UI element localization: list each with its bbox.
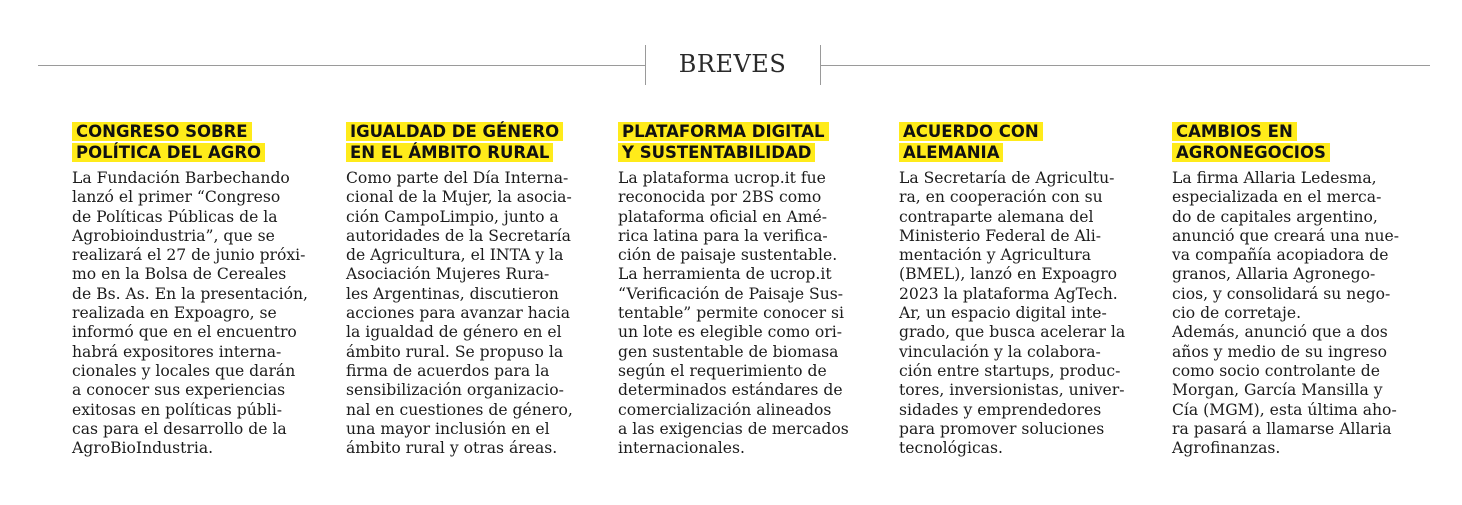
body-line: sensibilización organizacio- [346,381,564,400]
body-line: tentable” permite conocer si [618,304,845,323]
body-line: AgroBioIndustria. [72,439,214,458]
body-line: de Bs. As. En la presentación, [72,284,308,303]
brief-body [618,169,890,458]
body-line: autoridades de la Secretaría [346,226,571,245]
body-line: realizará el 27 de junio próxi- [72,246,306,265]
headline-highlight [618,122,829,162]
body-line: un lote es elegible como ori- [618,323,842,342]
body-line: Cía (MGM), esta última aho- [1172,400,1397,419]
headline-line: ACUERDO CON [903,122,1039,141]
body-line: Agrobioindustria”, que se [72,226,275,245]
body-line: de Políticas Públicas de la [72,207,278,226]
body-line: Como parte del Día Interna- [346,169,569,187]
news-brief-1 [72,122,344,458]
body-line: una mayor inclusión en el [346,419,550,438]
headline-line: AGRONEGOCIOS [1176,142,1326,162]
body-line: exitosas en políticas públi- [72,400,282,419]
brief-headline [1172,122,1444,163]
body-line: tores, inversionistas, univer- [899,381,1125,400]
body-line: según el requerimiento de [618,361,827,380]
body-line: Asociación Mujeres Rura- [346,265,550,284]
section-header [0,0,1462,100]
body-line: vinculación y la colabora- [899,342,1101,361]
brief-headline [72,122,344,163]
body-line: a las exigencias de mercados [618,419,849,438]
headline-line: EN EL ÁMBITO RURAL [350,142,550,162]
body-line: contraparte alemana del [899,207,1094,226]
body-line: sidades y emprendedores [899,400,1102,419]
section-title: BREVES [678,50,787,78]
body-line: como socio controlante de [1172,361,1380,380]
body-line: plataforma oficial en Amé- [618,207,828,226]
body-line: ción CampoLimpio, junto a [346,207,559,226]
header-rule-left [38,65,645,66]
headline-line: ALEMANIA [903,142,1000,162]
body-line: La plataforma ucrop.it fue [618,169,826,187]
body-line: “Verificación de Paisaje Sus- [618,284,844,303]
brief-body [899,169,1171,458]
headline-line: IGUALDAD DE GÉNERO [350,122,560,141]
body-line: cio de corretaje. [1172,304,1302,323]
body-line: mo en la Bolsa de Cereales [72,265,287,284]
body-line: tecnológicas. [899,439,1003,458]
body-line: realizada en Expoagro, se [72,304,277,323]
body-line: ámbito rural. Se propuso la [346,342,564,361]
headline-line: CAMBIOS EN [1176,122,1293,141]
body-line: La Secretaría de Agricultu- [899,169,1115,187]
header-rule-right [820,65,1430,66]
body-line: especializada en el merca- [1172,188,1382,207]
body-line: (BMEL), lanzó en Expoagro [899,265,1118,284]
brief-headline [346,122,618,163]
brief-body [72,169,344,458]
body-line: a conocer sus experiencias [72,381,286,400]
headline-line: PLATAFORMA DIGITAL [622,122,825,141]
body-line: rica latina para la verifica- [618,226,828,245]
body-line: ra, en cooperación con su [899,188,1103,207]
body-line: 2023 la plataforma AgTech. [899,284,1118,303]
body-line: acciones para avanzar hacia [346,304,571,323]
brief-headline [618,122,890,163]
body-line: ción de paisaje sustentable. [618,246,838,265]
body-line: habrá expositores interna- [72,342,282,361]
body-line: La firma Allaria Ledesma, [1172,169,1377,187]
body-line: cional de la Mujer, la asocia- [346,188,572,207]
headline-highlight [899,122,1043,162]
body-line: mentación y Agricultura [899,246,1092,265]
body-line: Ministerio Federal de Ali- [899,226,1102,245]
body-line: para promover soluciones [899,419,1105,438]
body-line: firma de acuerdos para la [346,361,550,380]
body-line: comercialización alineados [618,400,832,419]
body-line: La Fundación Barbechando [72,169,290,187]
body-line: ámbito rural y otras áreas. [346,439,558,458]
body-line: cionales y locales que darán [72,361,296,380]
brief-body [346,169,618,458]
body-line: Además, anunció que a dos [1172,323,1388,342]
body-line: años y medio de su ingreso [1172,342,1388,361]
body-line: internacionales. [618,439,745,458]
body-line: lanzó el primer “Congreso [72,188,281,207]
body-line: ción entre startups, produc- [899,361,1121,380]
body-line: Morgan, García Mansilla y [1172,381,1383,400]
brief-body [1172,169,1444,458]
headline-highlight [346,122,563,162]
headline-highlight [1172,122,1330,162]
body-line: la igualdad de género en el [346,323,562,342]
body-line: va compañía acopiadora de [1172,246,1389,265]
body-line: ra pasará a llamarse Allaria [1172,419,1392,438]
body-line: determinados estándares de [618,381,843,400]
body-line: granos, Allaria Agronego- [1172,265,1376,284]
body-line: Ar, un espacio digital inte- [899,304,1107,323]
headline-line: POLÍTICA DEL AGRO [76,142,262,162]
body-line: grado, que busca acelerar la [899,323,1126,342]
headline-line: Y SUSTENTABILIDAD [622,142,812,162]
news-brief-2 [346,122,618,458]
brief-headline [899,122,1171,163]
headline-highlight [72,122,265,162]
body-line: Agrofinanzas. [1172,439,1281,458]
body-line: cas para el desarrollo de la [72,419,287,438]
body-line: de Agricultura, el INTA y la [346,246,564,265]
body-line: informó que en el encuentro [72,323,297,342]
body-line: anunció que creará una nue- [1172,226,1400,245]
body-line: do de capitales argentino, [1172,207,1378,226]
body-line: nal en cuestiones de género, [346,400,573,419]
body-line: gen sustentable de biomasa [618,342,839,361]
news-brief-3 [618,122,890,458]
news-brief-4 [899,122,1171,458]
body-line: les Argentinas, discutieron [346,284,559,303]
headline-line: CONGRESO SOBRE [76,122,248,141]
news-brief-5 [1172,122,1444,458]
body-line: reconocida por 2BS como [618,188,822,207]
body-line: cios, y consolidará su nego- [1172,284,1391,303]
body-line: La herramienta de ucrop.it [618,265,832,284]
